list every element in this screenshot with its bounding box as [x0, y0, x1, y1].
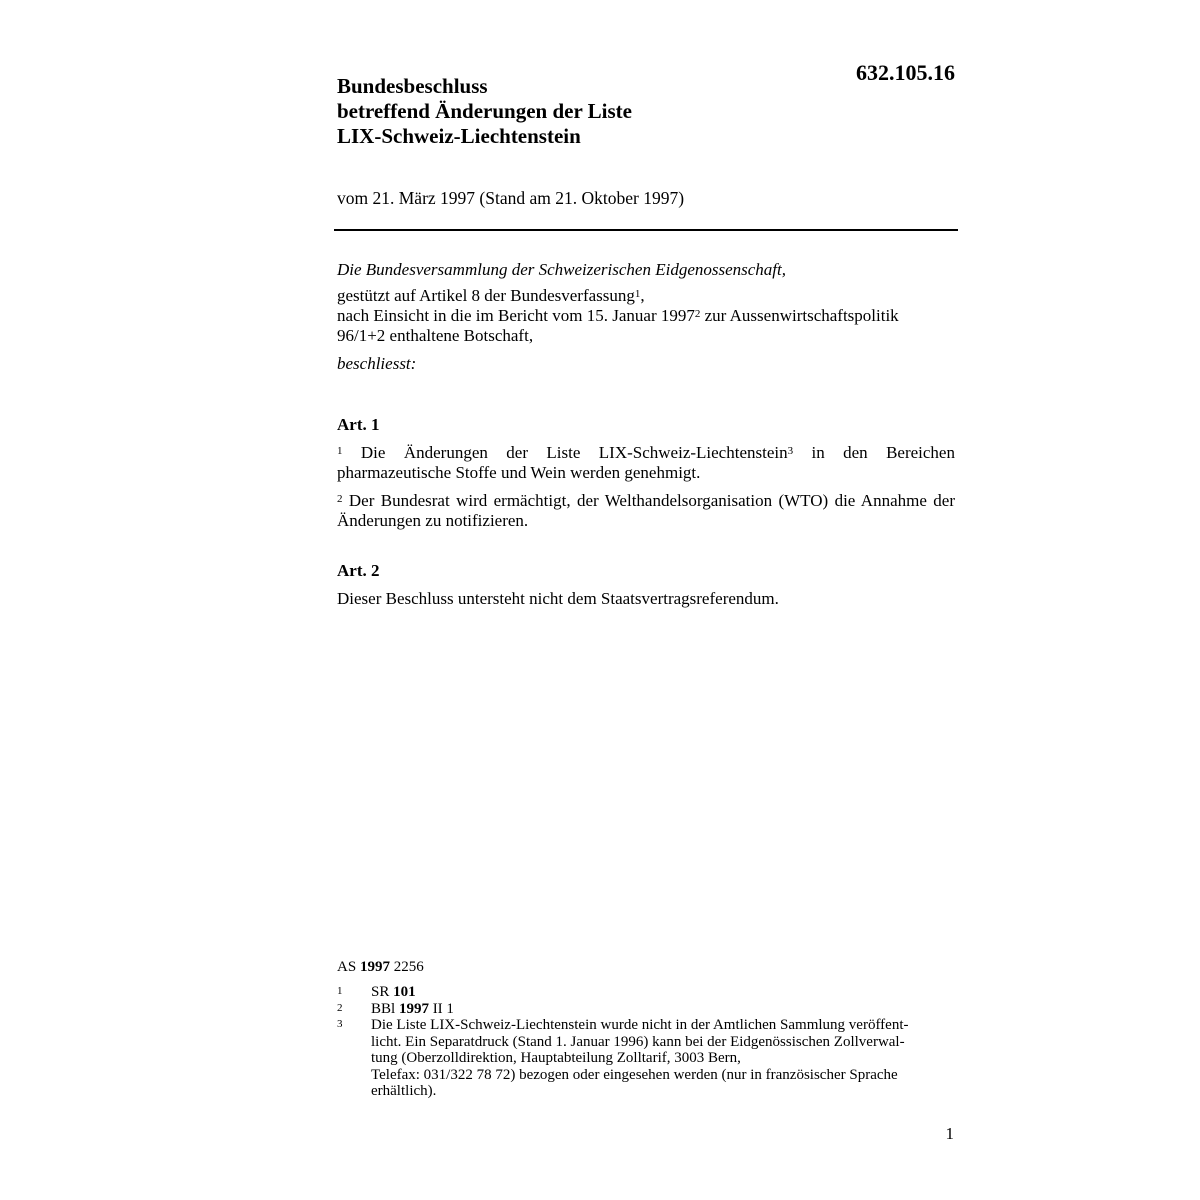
as-citation: AS 1997 2256 — [337, 959, 424, 975]
preamble-resolves: beschliesst: — [337, 354, 417, 373]
footnote-ref-1[interactable]: 1 — [634, 288, 641, 300]
footnote-2: 2 BBl 1997 II 1 — [337, 1000, 454, 1017]
preamble-authority: Die Bundesversammlung der Schweizerischen Eidgenossenschaft, — [337, 260, 786, 279]
document-title — [337, 74, 632, 149]
footnote-ref-2[interactable]: 2 — [694, 308, 701, 320]
title-line-3: LIX-Schweiz-Liechtenstein — [337, 124, 581, 148]
horizontal-rule — [334, 229, 958, 231]
footnote-ref-3[interactable]: 3 — [787, 445, 794, 457]
article-2-text: Dieser Beschluss untersteht nicht dem Staatsvertragsreferendum. — [337, 589, 779, 608]
preamble-basis: gestützt auf Artikel 8 der Bundesverfassung$^1$, nach Einsicht in die im Bericht vom 15. Januar 1997$^2$ zur Aussenwirtschaftspolitik 96/1+2 enthaltene Botschaft, — [337, 286, 899, 345]
article-1-paragraph-2: $^2$ Der Bundesrat wird ermächtigt, der Welthandelsorganisation (WTO) die Annahme der Änderungen zu notifizieren. — [337, 491, 955, 530]
article-2-heading: Art. 2 — [337, 561, 380, 580]
article-1-heading: Art. 1 — [337, 415, 380, 434]
sr-number: 632.105.16 — [856, 60, 955, 85]
title-line-1: Bundesbeschluss — [337, 74, 488, 98]
title-line-2: betreffend Änderungen der Liste — [337, 99, 632, 123]
article-1-paragraph-1: $^1$ Die Änderungen der Liste LIX-Schweiz-Liechtenstein$^3$ in den Bereichen pharmazeutische Stoffe und Wein werden genehmigt. — [337, 443, 955, 482]
footnotes — [337, 984, 957, 1100]
footnote-1: 1 SR 101 — [337, 984, 416, 1000]
page-number: 1 — [945, 1124, 954, 1143]
footnote-3: 3 Die Liste LIX-Schweiz-Liechtenstein wurde nicht in der Amtlichen Sammlung veröffent- licht. Ein Separatdruck (Stand 1. Januar 1996) kann bei der Eidgenössischen Zollverwal- tung (Oberzolldirektion, Hauptabteilung Zolltarif, 3003 Bern, Telefax: 031/322 78 72) bezogen oder eingesehen werden (nur in französischer Sprache erhältlich). — [337, 1017, 909, 1099]
date-line: vom 21. März 1997 (Stand am 21. Oktober 1997) — [337, 188, 685, 208]
